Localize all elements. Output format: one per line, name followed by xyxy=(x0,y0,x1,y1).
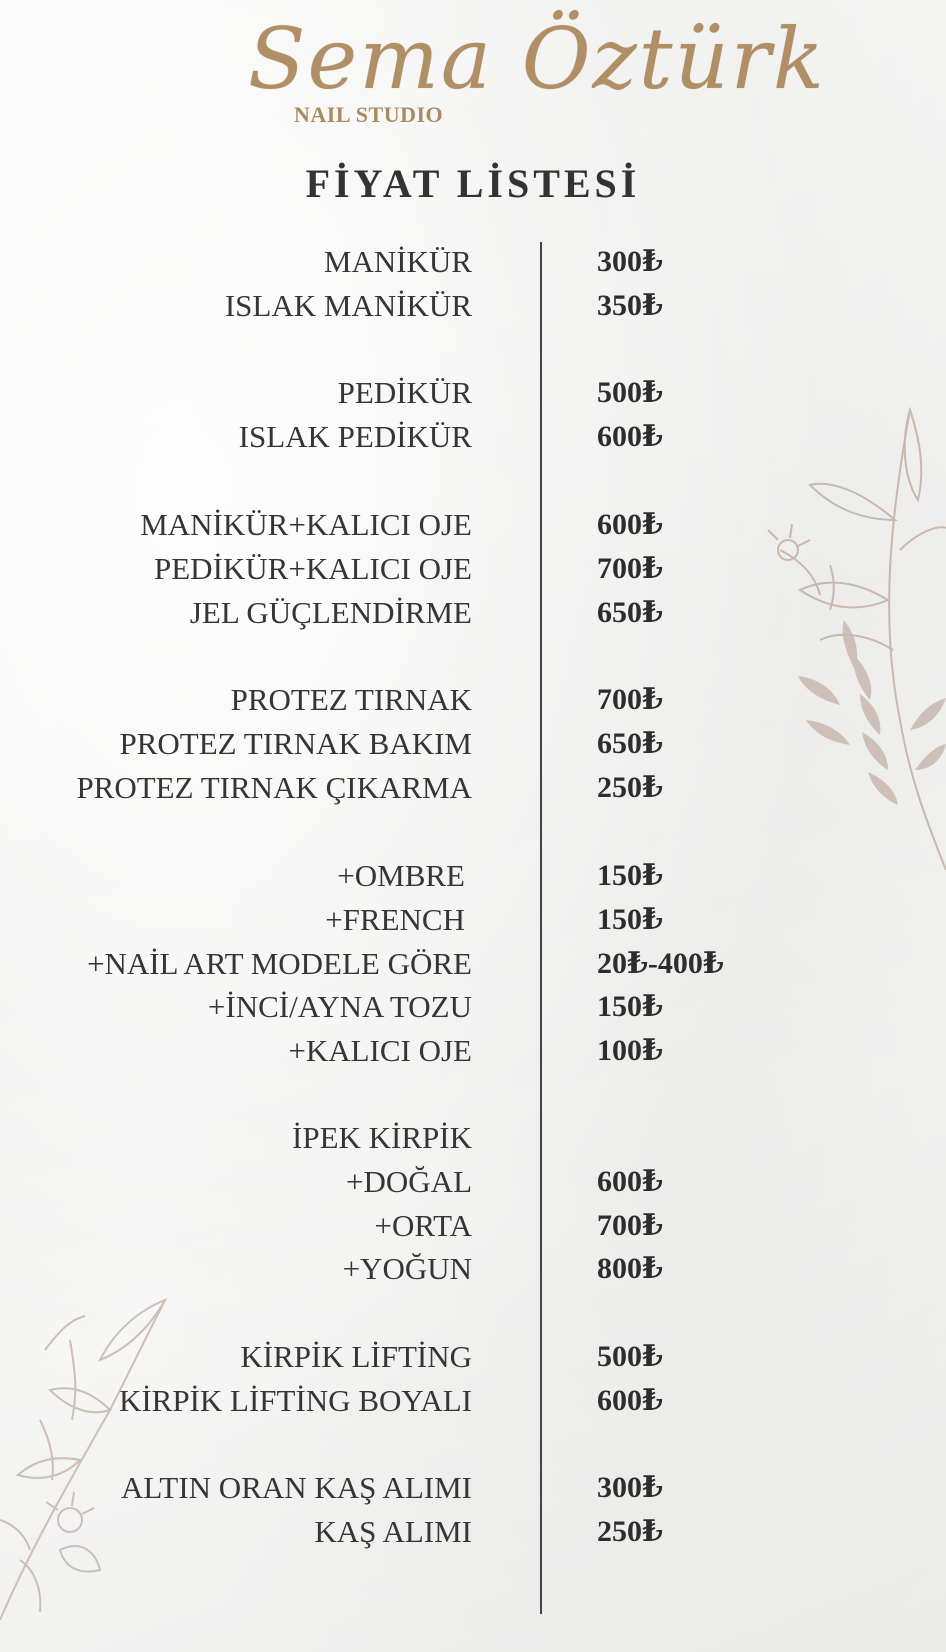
service-name: +DOĞAL xyxy=(346,1164,472,1199)
service-name: +KALICI OJE xyxy=(288,1033,472,1068)
service-price: 600₺ xyxy=(597,1384,663,1417)
service-price: 100₺ xyxy=(597,1034,663,1067)
brand-subtitle: NAIL STUDIO xyxy=(294,102,444,127)
service-price: 600₺ xyxy=(597,508,663,541)
service-name: PEDİKÜR+KALICI OJE xyxy=(154,551,472,586)
service-price: 800₺ xyxy=(597,1252,663,1285)
service-price: 20₺-400₺ xyxy=(597,947,724,980)
service-name: PROTEZ TIRNAK ÇIKARMA xyxy=(76,770,472,805)
service-name: KİRPİK LİFTİNG BOYALI xyxy=(118,1383,472,1418)
service-price: 300₺ xyxy=(597,1471,663,1504)
price-row xyxy=(0,944,946,984)
price-row xyxy=(0,1206,946,1246)
price-row xyxy=(0,1249,946,1289)
service-name: +NAİL ART MODELE GÖRE xyxy=(86,946,472,981)
service-price: 250₺ xyxy=(597,1515,663,1548)
service-price: 150₺ xyxy=(597,859,663,892)
brand-script: Sema Öztürk xyxy=(248,10,826,108)
price-row xyxy=(0,680,946,720)
service-price: 650₺ xyxy=(597,596,663,629)
floral-branch-right-icon xyxy=(760,400,946,920)
service-price: 150₺ xyxy=(597,990,663,1023)
service-price: 250₺ xyxy=(597,771,663,804)
service-price: 650₺ xyxy=(597,727,663,760)
service-price: 300₺ xyxy=(597,245,663,278)
service-price: 600₺ xyxy=(597,420,663,453)
brand-logo xyxy=(0,0,946,150)
price-row xyxy=(0,549,946,589)
price-row xyxy=(0,768,946,808)
service-price: 500₺ xyxy=(597,376,663,409)
price-row xyxy=(0,242,946,282)
service-name: PROTEZ TIRNAK xyxy=(230,682,472,717)
service-name: MANİKÜR+KALICI OJE xyxy=(140,507,472,542)
price-row xyxy=(0,1162,946,1202)
service-price: 700₺ xyxy=(597,683,663,716)
price-row xyxy=(0,900,946,940)
price-row xyxy=(0,1512,946,1552)
price-row xyxy=(0,373,946,413)
service-price: 500₺ xyxy=(597,1340,663,1373)
service-name: +ORTA xyxy=(374,1208,472,1243)
price-row xyxy=(0,724,946,764)
service-name: JEL GÜÇLENDİRME xyxy=(189,595,472,630)
service-name: İPEK KİRPİK xyxy=(292,1120,472,1155)
service-name: +YOĞUN xyxy=(342,1251,472,1286)
service-name: ALTIN ORAN KAŞ ALIMI xyxy=(120,1470,472,1505)
price-row xyxy=(0,1031,946,1071)
service-price: 150₺ xyxy=(597,903,663,936)
price-row xyxy=(0,856,946,896)
service-name: PEDİKÜR xyxy=(337,375,472,410)
page-title: FİYAT LİSTESİ xyxy=(305,161,641,206)
service-name: +İNCİ/AYNA TOZU xyxy=(207,989,472,1024)
service-price: 700₺ xyxy=(597,552,663,585)
price-row xyxy=(0,987,946,1027)
price-row xyxy=(0,593,946,633)
price-row xyxy=(0,505,946,545)
price-row xyxy=(0,1468,946,1508)
service-price: 350₺ xyxy=(597,289,663,322)
service-name: +FRENCH xyxy=(325,902,465,937)
price-row xyxy=(0,286,946,326)
service-name: PROTEZ TIRNAK BAKIM xyxy=(119,726,472,761)
service-name: ISLAK MANİKÜR xyxy=(224,288,472,323)
price-row xyxy=(0,1381,946,1421)
price-row xyxy=(0,1337,946,1377)
service-price: 700₺ xyxy=(597,1209,663,1242)
service-name: ISLAK PEDİKÜR xyxy=(238,419,472,454)
service-price: 600₺ xyxy=(597,1165,663,1198)
price-row xyxy=(0,417,946,457)
service-name: MANİKÜR xyxy=(323,244,472,279)
service-name: +OMBRE xyxy=(337,858,465,893)
price-row xyxy=(0,1118,946,1158)
service-name: KAŞ ALIMI xyxy=(314,1514,472,1549)
service-name: KİRPİK LİFTİNG xyxy=(240,1339,472,1374)
